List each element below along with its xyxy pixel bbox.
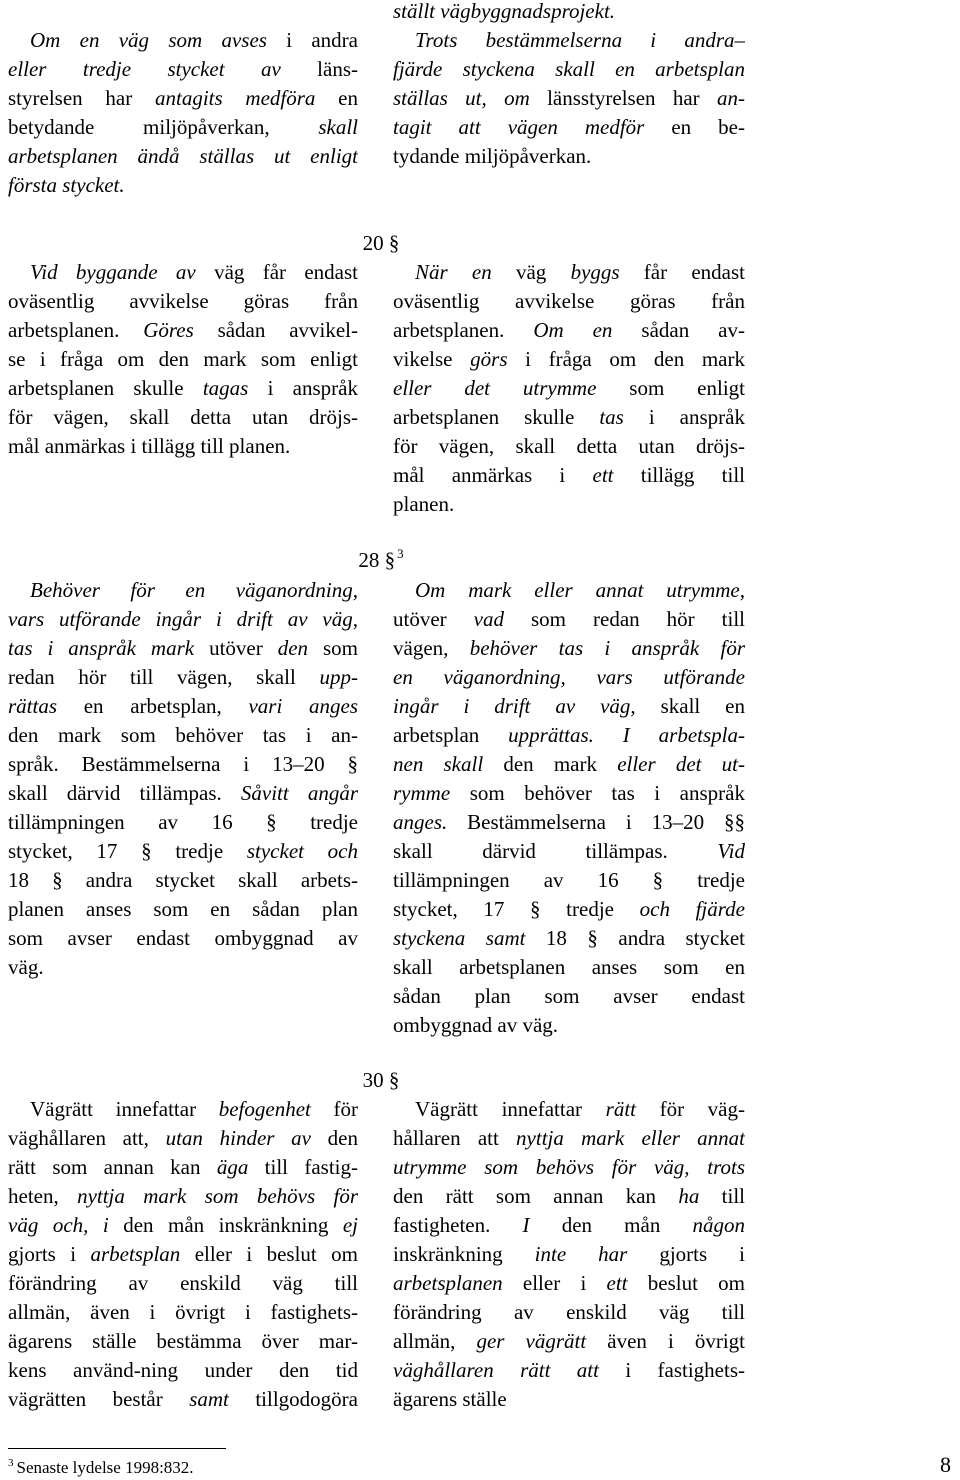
emphasized-text-segment: befogenhet	[218, 1097, 311, 1121]
text-line	[393, 1240, 745, 1269]
text-segment: oväsentlig avvikelse göras från	[8, 289, 358, 313]
text-line	[393, 432, 745, 461]
emphasized-text-segment: antagits medföra	[154, 86, 316, 110]
text-segment: arbetsplanen.	[393, 318, 534, 342]
text-line	[8, 1385, 358, 1414]
text-segment: i andra	[266, 28, 358, 52]
text-segment: den rätt som annan kan	[393, 1184, 679, 1208]
paragraph	[8, 576, 358, 982]
text-line	[8, 55, 358, 84]
text-line	[8, 1153, 358, 1182]
text-line	[393, 663, 745, 692]
footnote-marker: 3	[8, 1457, 14, 1469]
footnote-separator	[8, 1448, 226, 1449]
text-segment: 18 § andra stycket	[525, 926, 745, 950]
text-line	[8, 1124, 358, 1153]
emphasized-text-segment: ej	[342, 1213, 358, 1237]
text-segment: skall därvid tillämpas.	[8, 781, 241, 805]
text-line	[393, 1182, 745, 1211]
text-segment: oväsentlig avvikelse göras från	[393, 289, 745, 313]
text-segment: i anspråk	[248, 376, 358, 400]
text-segment: som avser endast ombyggnad av	[8, 926, 358, 950]
text-segment: vikelse	[393, 347, 471, 371]
text-line	[393, 866, 745, 895]
emphasized-text-segment: Göres	[143, 318, 194, 342]
text-segment: läns-	[280, 57, 358, 81]
text-line	[393, 605, 745, 634]
text-segment: sådan av-	[612, 318, 745, 342]
text-line	[393, 837, 745, 866]
text-line	[393, 750, 745, 779]
proposed-wording-column	[393, 576, 745, 1040]
text-segment: tillgodogöra	[228, 1387, 358, 1411]
text-line	[393, 1011, 745, 1040]
text-segment: skall en	[635, 694, 745, 718]
text-segment: arbetsplanen.	[8, 318, 144, 342]
text-segment: arbetsplanen skulle	[393, 405, 600, 429]
text-segment: länsstyrelsen har	[529, 86, 717, 110]
text-segment: för vägen, skall detta utan dröjs-	[393, 434, 745, 458]
emphasized-text-segment: Om en väg som avses	[30, 28, 267, 52]
text-segment: arbetsplanen skulle	[8, 376, 203, 400]
emphasized-text-segment: styckena samt	[393, 926, 526, 950]
text-segment: en be-	[644, 115, 745, 139]
text-segment: eller i	[502, 1271, 607, 1295]
text-segment: sådan plan som avser endast	[393, 984, 745, 1008]
text-line	[393, 1356, 745, 1385]
text-line	[393, 26, 745, 55]
emphasized-text-segment: Om en	[533, 318, 613, 342]
emphasized-text-segment: upprättas. I arbetspla-	[508, 723, 745, 747]
text-line	[8, 26, 358, 55]
footnote	[8, 1456, 194, 1480]
text-line	[8, 895, 358, 924]
paragraph	[393, 1095, 745, 1414]
text-line	[393, 895, 745, 924]
text-segment: utöver	[194, 636, 278, 660]
text-line	[393, 287, 745, 316]
emphasized-text-segment: rymme	[393, 781, 451, 805]
text-segment: stycket, 17 § tredje	[393, 897, 640, 921]
text-segment: Vägrätt innefattar	[415, 1097, 606, 1121]
paragraph	[393, 576, 745, 1040]
text-line	[8, 1356, 358, 1385]
text-segment: den mark som behöver tas i an-	[8, 723, 358, 747]
text-segment: stycket, 17 § tredje	[8, 839, 247, 863]
emphasized-text-segment: nyttja mark eller annat	[516, 1126, 745, 1150]
emphasized-text-segment: tas i anspråk mark	[8, 636, 195, 660]
text-line	[8, 171, 358, 200]
emphasized-text-segment: tagas	[202, 376, 249, 400]
text-line	[393, 1124, 745, 1153]
text-segment: den mån	[529, 1213, 693, 1237]
emphasized-text-segment: arbetsplanen ändå ställas ut enligt	[8, 144, 358, 168]
text-segment: till	[699, 1184, 745, 1208]
current-wording-column	[8, 576, 358, 982]
text-line	[8, 866, 358, 895]
text-segment: i fråga om den mark	[507, 347, 745, 371]
text-segment: förändring av enskild väg till	[8, 1271, 358, 1295]
text-segment: en	[315, 86, 358, 110]
text-line	[393, 1095, 745, 1124]
text-line	[8, 403, 358, 432]
text-segment: i fastighets-	[598, 1358, 745, 1382]
text-segment: en arbetsplan,	[57, 694, 249, 718]
text-segment: Vägrätt innefattar	[30, 1097, 219, 1121]
text-segment: se i fråga om den mark som enligt	[8, 347, 358, 371]
emphasized-text-segment: stycket och	[246, 839, 358, 863]
emphasized-text-segment: nen skall	[393, 752, 484, 776]
proposed-wording-column	[393, 258, 745, 519]
emphasized-text-segment: vad	[473, 607, 504, 631]
text-line	[393, 982, 745, 1011]
text-line	[8, 84, 358, 113]
text-line	[8, 837, 358, 866]
text-segment: inskränkning	[393, 1242, 535, 1266]
text-segment: planen.	[393, 492, 455, 516]
text-segment: sådan avvikel-	[193, 318, 358, 342]
emphasized-text-segment: vars utförande ingår i drift av väg,	[8, 607, 358, 631]
text-segment: redan hör till vägen, skall	[8, 665, 320, 689]
emphasized-text-segment: Såvitt angår	[240, 781, 358, 805]
footnote-reference: 3	[397, 546, 404, 561]
text-segment: allmän,	[393, 1329, 477, 1353]
section-label	[348, 546, 414, 575]
text-segment: för väg-	[635, 1097, 745, 1121]
emphasized-text-segment: görs	[470, 347, 508, 371]
text-segment: väg får endast	[195, 260, 358, 284]
paragraph	[393, 0, 745, 26]
text-segment: ägarens ställe	[393, 1387, 507, 1411]
text-line	[393, 779, 745, 808]
emphasized-text-segment: anges.	[393, 810, 448, 834]
footnote-text: Senaste lydelse 1998:832.	[16, 1458, 194, 1477]
section-label	[348, 1066, 414, 1095]
text-line	[393, 84, 745, 113]
text-segment: språk. Bestämmelserna i 13–20 §	[8, 752, 358, 776]
text-segment: styrelsen har	[8, 86, 155, 110]
text-segment: väghållaren att,	[8, 1126, 166, 1150]
text-line	[8, 1240, 358, 1269]
emphasized-text-segment: eller det utrymme	[393, 376, 597, 400]
text-segment: beslut om	[627, 1271, 745, 1295]
text-line	[8, 808, 358, 837]
text-line	[393, 461, 745, 490]
emphasized-text-segment: När en	[415, 260, 492, 284]
text-segment: den mark	[483, 752, 618, 776]
text-line	[8, 750, 358, 779]
section-label	[348, 229, 414, 258]
emphasized-text-segment: arbetsplanen	[393, 1271, 503, 1295]
text-line	[393, 924, 745, 953]
text-line	[8, 1298, 358, 1327]
text-line	[393, 1385, 745, 1414]
text-segment: gjorts i	[8, 1242, 91, 1266]
emphasized-text-segment: samt	[189, 1387, 229, 1411]
emphasized-text-segment: första stycket.	[8, 173, 125, 197]
emphasized-text-segment: den	[277, 636, 309, 660]
emphasized-text-segment: äga	[216, 1155, 249, 1179]
text-line	[393, 142, 745, 171]
text-line	[393, 258, 745, 287]
text-segment: förändring av enskild väg till	[393, 1300, 745, 1324]
emphasized-text-segment: ett	[592, 463, 614, 487]
emphasized-text-segment: en väganordning, vars utförande	[393, 665, 745, 689]
text-line	[393, 721, 745, 750]
text-segment: mål anmärkas i	[393, 463, 593, 487]
text-segment: väg	[491, 260, 571, 284]
text-segment: får endast	[619, 260, 745, 284]
text-line	[8, 1269, 358, 1298]
paragraph	[8, 26, 358, 200]
text-segment: tillämpningen av 16 § tredje	[8, 810, 358, 834]
text-line	[393, 403, 745, 432]
emphasized-text-segment: Om mark eller annat utrymme,	[415, 578, 745, 602]
text-line	[8, 721, 358, 750]
emphasized-text-segment: eller det ut-	[617, 752, 745, 776]
emphasized-text-segment: byggs	[570, 260, 620, 284]
text-segment: skall därvid tillämpas.	[393, 839, 718, 863]
emphasized-text-segment: Trots bestämmelserna i andra–	[415, 28, 745, 52]
text-line	[8, 1095, 358, 1124]
emphasized-text-segment: eller tredje stycket av	[8, 57, 281, 81]
text-line	[8, 953, 358, 982]
emphasized-text-segment: utan hinder av	[165, 1126, 311, 1150]
text-segment: i anspråk	[623, 405, 745, 429]
text-segment: gjorts i	[627, 1242, 745, 1266]
text-line	[393, 1269, 745, 1298]
text-line	[393, 55, 745, 84]
text-line	[8, 1211, 358, 1240]
emphasized-text-segment: väghållaren rätt att	[393, 1358, 599, 1382]
paragraph	[8, 258, 358, 461]
section-number: 28 §	[358, 548, 396, 572]
emphasized-text-segment: någon	[692, 1213, 745, 1237]
text-line	[8, 692, 358, 721]
text-line	[8, 663, 358, 692]
emphasized-text-segment: inte har	[534, 1242, 628, 1266]
emphasized-text-segment: ha	[678, 1184, 700, 1208]
text-segment: Bestämmelserna i 13–20 §§	[447, 810, 745, 834]
text-line	[8, 316, 358, 345]
text-segment: tillämpningen av 16 § tredje	[393, 868, 745, 892]
page-number: 8	[940, 1452, 951, 1477]
emphasized-text-segment: och fjärde	[639, 897, 745, 921]
text-line	[393, 953, 745, 982]
text-line	[8, 287, 358, 316]
text-line	[8, 576, 358, 605]
text-line	[393, 692, 745, 721]
paragraph	[393, 26, 745, 171]
emphasized-text-segment: I	[522, 1213, 530, 1237]
text-line	[8, 113, 358, 142]
emphasized-text-segment: Vid	[717, 839, 745, 863]
text-line	[8, 605, 358, 634]
emphasized-text-segment: rättas	[8, 694, 58, 718]
emphasized-text-segment: ett	[606, 1271, 628, 1295]
text-segment: 18 § andra stycket skall arbets-	[8, 868, 358, 892]
text-line	[393, 345, 745, 374]
emphasized-text-segment: ställt vägbyggnadsprojekt.	[393, 0, 616, 23]
emphasized-text-segment: skall	[318, 115, 358, 139]
text-segment: eller i beslut om	[180, 1242, 358, 1266]
text-segment: till fastig-	[248, 1155, 358, 1179]
text-line	[393, 374, 745, 403]
text-segment: som	[308, 636, 358, 660]
text-line	[8, 258, 358, 287]
text-line	[393, 1211, 745, 1240]
text-segment: planen anses som en sådan plan	[8, 897, 358, 921]
emphasized-text-segment: fjärde styckena skall en arbetsplan	[393, 57, 745, 81]
emphasized-text-segment: Behöver för en väganordning,	[30, 578, 358, 602]
current-wording-column	[8, 1095, 358, 1414]
text-segment: betydande miljöpåverkan,	[8, 115, 319, 139]
text-line	[8, 924, 358, 953]
text-segment: utöver	[393, 607, 474, 631]
text-line	[393, 634, 745, 663]
text-line	[393, 576, 745, 605]
text-line	[8, 345, 358, 374]
text-line	[393, 808, 745, 837]
text-segment: ägarens ställe bestämma över mar-	[8, 1329, 358, 1353]
emphasized-text-segment: utrymme som behövs för väg, trots	[393, 1155, 745, 1179]
text-line	[8, 142, 358, 171]
text-segment: tillägg till	[613, 463, 745, 487]
paragraph	[393, 258, 745, 519]
text-segment: ombyggnad av väg.	[393, 1013, 559, 1037]
emphasized-text-segment: ger vägrätt	[476, 1329, 587, 1353]
text-segment: skall arbetsplanen anses som en	[393, 955, 745, 979]
proposed-wording-column	[393, 0, 745, 171]
emphasized-text-segment: tas	[599, 405, 624, 429]
text-segment: vägrätten består	[8, 1387, 190, 1411]
text-line	[8, 374, 358, 403]
text-segment: väg.	[8, 955, 44, 979]
text-line	[393, 1153, 745, 1182]
paragraph	[8, 1095, 358, 1414]
text-line	[393, 113, 745, 142]
emphasized-text-segment: ingår i drift av väg,	[393, 694, 636, 718]
text-segment: kens använd-ning under den tid	[8, 1358, 358, 1382]
text-segment: tydande miljöpåverkan.	[393, 144, 592, 168]
text-segment: vägen,	[393, 636, 470, 660]
text-segment: allmän, även i övrigt i fastighets-	[8, 1300, 358, 1324]
text-segment: som behöver tas i anspråk	[450, 781, 745, 805]
emphasized-text-segment: behöver tas i anspråk för	[469, 636, 745, 660]
emphasized-text-segment: nyttja mark som behövs för	[77, 1184, 358, 1208]
text-segment: för vägen, skall detta utan dröjs-	[8, 405, 358, 429]
text-segment: som enligt	[596, 376, 745, 400]
emphasized-text-segment: väg och, i	[8, 1213, 109, 1237]
section-number: 30 §	[362, 1068, 400, 1092]
text-line	[393, 1298, 745, 1327]
text-segment: som redan hör till	[503, 607, 745, 631]
emphasized-text-segment: arbetsplan	[90, 1242, 181, 1266]
current-wording-column	[8, 26, 358, 200]
text-line	[8, 779, 358, 808]
emphasized-text-segment: vari anges	[248, 694, 358, 718]
text-segment: den	[310, 1126, 358, 1150]
text-segment: hållaren att	[393, 1126, 517, 1150]
emphasized-text-segment: Vid byggande av	[30, 260, 196, 284]
text-line	[8, 432, 358, 461]
text-segment: rätt som annan kan	[8, 1155, 217, 1179]
text-segment: för	[310, 1097, 358, 1121]
text-segment: fastigheten.	[393, 1213, 523, 1237]
text-line	[8, 1182, 358, 1211]
text-segment: mål anmärkas i tillägg till planen.	[8, 434, 291, 458]
text-segment: den mån inskränkning	[108, 1213, 343, 1237]
proposed-wording-column	[393, 1095, 745, 1414]
text-line	[393, 316, 745, 345]
current-wording-column	[8, 258, 358, 461]
text-segment: heten,	[8, 1184, 78, 1208]
text-line	[393, 0, 745, 26]
section-number: 20 §	[362, 231, 400, 255]
text-segment: arbetsplan	[393, 723, 509, 747]
text-segment: även i övrigt	[586, 1329, 745, 1353]
emphasized-text-segment: upp-	[319, 665, 358, 689]
emphasized-text-segment: ställas ut, om	[393, 86, 530, 110]
emphasized-text-segment: rätt	[605, 1097, 636, 1121]
emphasized-text-segment: an-	[717, 86, 745, 110]
text-line	[8, 634, 358, 663]
text-line	[8, 1327, 358, 1356]
text-line	[393, 1327, 745, 1356]
emphasized-text-segment: tagit att vägen medför	[393, 115, 645, 139]
text-line	[393, 490, 745, 519]
